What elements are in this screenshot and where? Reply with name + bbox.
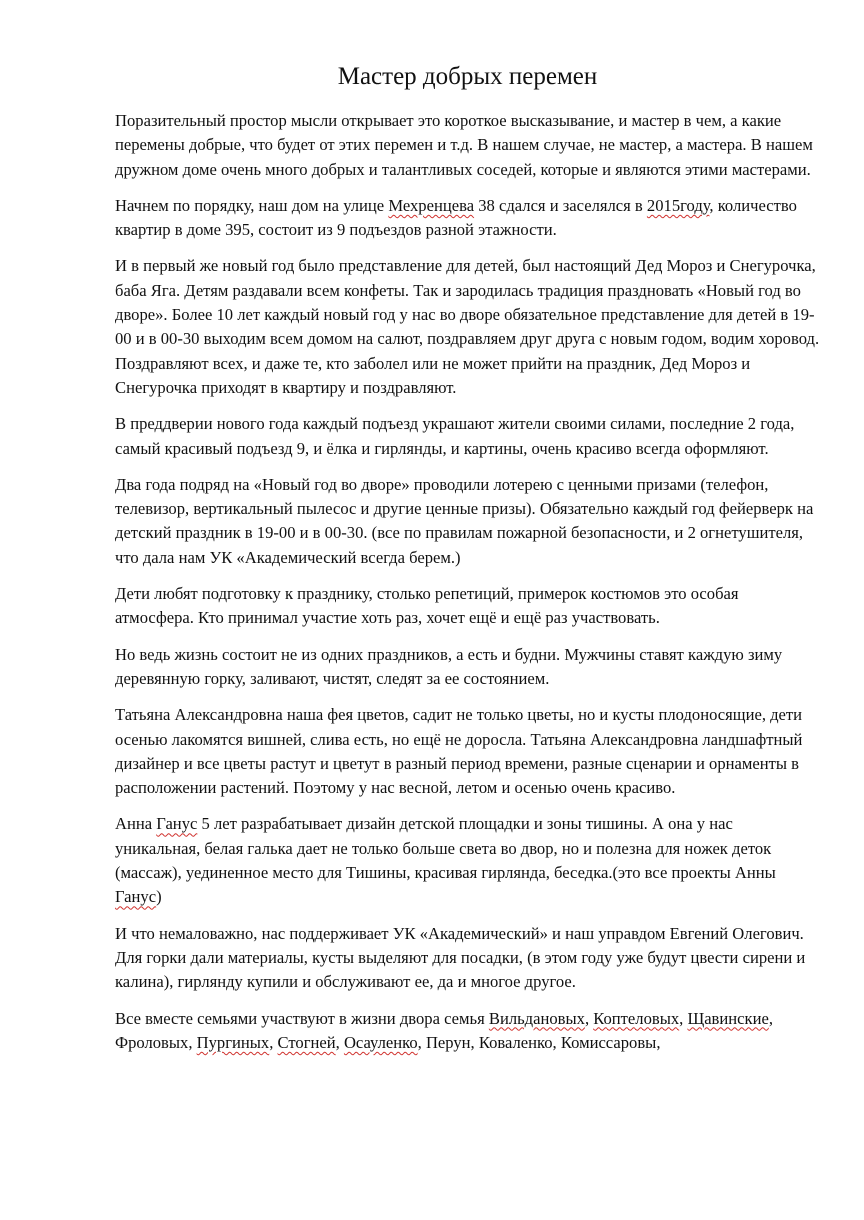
paragraph-text: , количество квартир в доме 395, состоит из 9 подъездов разной этажности. <box>115 195 797 240</box>
paragraph-text: Анна <box>115 814 157 834</box>
paragraph-text: Начнем по порядку, наш дом на улице <box>115 195 389 215</box>
paragraph <box>115 194 820 243</box>
paragraph-text: Но ведь жизнь состоит не из одних праздников, а есть и будни. Мужчины ставят каждую зиму деревянную горку, заливают, чистят, следят за ее состоянием. <box>115 644 783 688</box>
paragraph <box>115 412 820 461</box>
spellcheck-flagged-word: Коптеловых <box>593 1008 680 1028</box>
paragraph <box>115 582 820 631</box>
paragraph-text: В преддверии нового года каждый подъезд украшают жители своими силами, последние 2 года, самый красивый подъезд 9, и ёлка и гирлянды, и картины, очень красиво всегда оформляют. <box>115 414 795 458</box>
spellcheck-flagged-word: Ганус <box>115 887 157 907</box>
paragraph-text: ) <box>156 887 162 907</box>
paragraph-text: Два года подряд на «Новый год во дворе» проводили лотерею с ценными призами (телефон, телевизор, вертикальный пылесос и другие ценные призы). Обязательно каждый год фейерверк на детский праздник в 19-00 и в 00-30. (все по правилам пожарной безопасности, и 2 огнетушителя, что дала нам УК «Академический всегда берем.) <box>115 474 814 567</box>
spellcheck-flagged-word: 2015году <box>646 195 710 215</box>
paragraph-text: И что немаловажно, нас поддерживает УК «Академический» и наш управдом Евгений Олегович. Для горки дали материалы, кусты выделяют для посадки, (в этом году уже будут цвести сирени и калина), гирлянду купили и обслуживают ее, да и многое другое. <box>115 923 806 992</box>
paragraph <box>115 1007 820 1056</box>
spellcheck-flagged-word: Ганус <box>156 814 198 834</box>
paragraph <box>115 922 820 995</box>
document-title: Мастер добрых перемен <box>337 63 598 90</box>
paragraph <box>115 473 820 570</box>
document-body <box>115 109 820 1055</box>
spellcheck-flagged-word: Стогней <box>277 1032 336 1052</box>
paragraph-text: , <box>679 1008 688 1028</box>
paragraph <box>115 643 820 692</box>
paragraph-text: И в первый же новый год было представление для детей, был настоящий Дед Мороз и Снегурочка, баба Яга. Детям раздавали всем конфеты. Так и зародилась традиция праздновать «Новый год во дворе». Более 10 лет каждый новый год у нас во дворе обязательное представление для детей в 19-00 и в 00-30 выходим всем домом на салют, поздравляем друг друга с новым годом, водим хоровод. Поздравляют всех, и даже те, кто заболел или не может прийти на праздник, Дед Мороз и Снегурочка приходят в квартиру и поздравляют. <box>115 256 820 397</box>
paragraph-text: , <box>335 1032 344 1052</box>
paragraph-text: Все вместе семьями участвуют в жизни двора семья <box>115 1008 489 1028</box>
paragraph-text: , Перун, Коваленко, Комиссаровы, <box>417 1032 661 1052</box>
paragraph-text: Дети любят подготовку к празднику, столько репетиций, примерок костюмов это особая атмосфера. Кто принимал участие хоть раз, хочет ещё и ещё раз участвовать. <box>115 584 739 628</box>
spellcheck-flagged-word: Пургиных <box>196 1032 270 1052</box>
spellcheck-flagged-word: Мехренцева <box>388 195 475 215</box>
paragraph-text: , <box>584 1008 594 1028</box>
paragraph <box>115 254 820 400</box>
paragraph <box>115 812 820 909</box>
paragraph-text: 38 сдался и заселялся в <box>474 195 647 215</box>
paragraph <box>115 109 820 182</box>
paragraph-text: Поразительный простор мысли открывает это короткое высказывание, и мастер в чем, а какие перемены добрые, что будет от этих перемен и т.д. В нашем случае, не мастер, а мастера. В нашем дружном доме очень много добрых и талантливых соседей, которые и являются этими мастерами. <box>115 111 813 179</box>
spellcheck-flagged-word: Щавинские <box>687 1008 769 1028</box>
paragraph <box>115 703 820 800</box>
document-page <box>115 60 820 1067</box>
paragraph-text: , <box>269 1032 278 1052</box>
paragraph-text: 5 лет разрабатывает дизайн детской площадки и зоны тишины. А она у нас уникальная, белая галька дает не только больше света во двор, но и полезна для ножек деток (массаж), уединенное место для Тишины, красивая гирлянда, беседка.(это все проекты Анны <box>115 814 776 883</box>
spellcheck-flagged-word: Осауленко <box>343 1032 418 1052</box>
paragraph-text: , Фроловых, <box>115 1008 773 1052</box>
spellcheck-flagged-word: Вильдановых <box>488 1008 585 1028</box>
paragraph-text: Татьяна Александровна наша фея цветов, садит не только цветы, но и кусты плодоносящие, дети осенью лакомятся вишней, слива есть, но ещё не доросла. Татьяна Александровна ландшафтный дизайнер и все цветы растут и цветут в разный период времени, разные сценарии и орнаменты в расположении растений. Поэтому у нас весной, летом и осенью очень красиво. <box>115 705 803 798</box>
